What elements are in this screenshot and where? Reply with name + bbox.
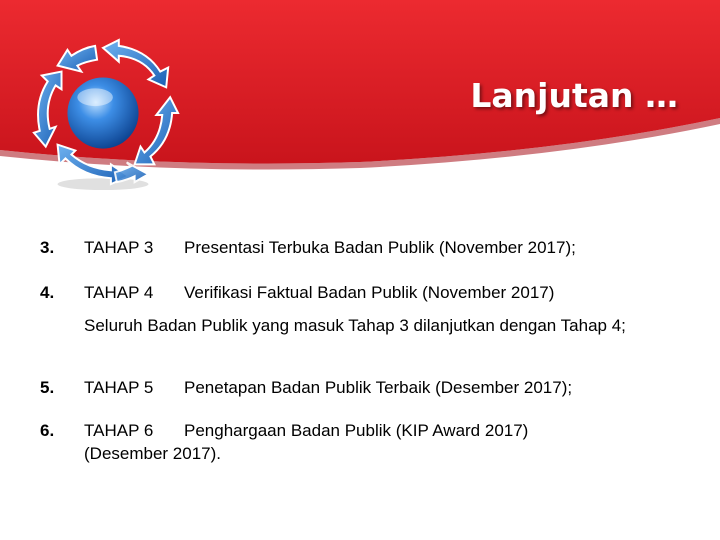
item-number: 3. [40, 238, 55, 257]
list-item [0, 421, 720, 445]
slide-title: Lanjutan … [470, 76, 678, 115]
list-item [0, 238, 720, 262]
item-number: 6. [40, 421, 55, 440]
step-label: TAHAP 5 [84, 378, 154, 397]
step-label: TAHAP 4 [84, 283, 154, 302]
step-description: Verifikasi Faktual Badan Publik (November 2017) [184, 283, 555, 302]
list-item [0, 378, 720, 402]
step-label: TAHAP 6 [84, 421, 154, 440]
step-description: Presentasi Terbuka Badan Publik (November 2017); [184, 238, 576, 257]
step-note: Seluruh Badan Publik yang masuk Tahap 3 dilanjutkan dengan Tahap 4; [84, 316, 626, 335]
item-number: 4. [40, 283, 55, 302]
step-description: Penghargaan Badan Publik (KIP Award 2017) [184, 421, 529, 440]
step-label: TAHAP 3 [84, 238, 154, 257]
item-number: 5. [40, 378, 55, 397]
step-description: Penetapan Badan Publik Terbaik (Desember 2017); [184, 378, 573, 397]
list-item [0, 283, 720, 307]
step-description-continued: (Desember 2017). [84, 444, 222, 463]
